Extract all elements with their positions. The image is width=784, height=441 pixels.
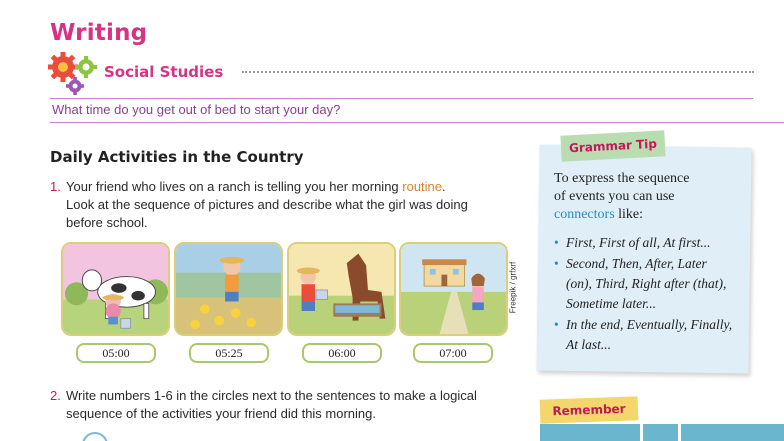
exercise-line: Your friend who lives on a ranch is telling you her morning routine. <box>66 179 446 194</box>
warmup-question: What time do you get out of bed to start your day? <box>52 102 341 117</box>
exercise-number: 1. <box>50 179 61 194</box>
girl-walking-to-school-illustration <box>399 242 508 336</box>
exercise-line: before school. <box>66 215 148 230</box>
gears-icon <box>48 52 104 96</box>
exercise-number: 2. <box>50 388 61 403</box>
section-subtitle: Social Studies <box>104 63 224 81</box>
list-item: • In the end, Eventually, Finally, At last... <box>554 315 746 355</box>
list-item: • First, First of all, At first... <box>554 233 746 253</box>
grammar-tip-label: Grammar Tip <box>560 130 665 161</box>
table-divider <box>678 424 681 441</box>
dotted-divider <box>242 71 754 73</box>
remember-label: Remember <box>540 396 639 423</box>
time-label: 06:00 <box>302 343 382 363</box>
remember-table <box>540 424 784 441</box>
time-label: 05:25 <box>189 343 269 363</box>
exercise-2 <box>50 387 530 427</box>
list-item: • Second, Then, After, Later (on), Third, Right after (that), Sometime later... <box>554 254 746 314</box>
section-title: Daily Activities in the Country <box>50 148 304 166</box>
highlight-word: routine <box>402 179 443 194</box>
question-bottom-rule <box>50 122 784 123</box>
answer-circle[interactable] <box>82 432 108 441</box>
grammar-tip-list <box>554 233 746 356</box>
page-title: Writing <box>50 20 148 46</box>
girl-milking-cow-illustration <box>61 242 170 336</box>
girl-feeding-chicks-illustration <box>174 242 283 336</box>
connectors-term: connectors <box>554 207 615 222</box>
exercise-line: sequence of the activities your friend did this morning. <box>66 406 377 421</box>
table-divider <box>640 424 643 441</box>
image-credit: Freepik / grfxrf <box>508 261 518 314</box>
exercise-line: Write numbers 1-6 in the circles next to the sentences to make a logical <box>66 388 477 403</box>
question-top-rule <box>50 98 753 99</box>
girl-watering-horse-illustration <box>287 242 396 336</box>
time-label: 07:00 <box>413 343 493 363</box>
time-label: 05:00 <box>76 343 156 363</box>
grammar-tip-intro: To express the sequence of events you can use connectors like: <box>554 171 690 222</box>
exercise-1 <box>50 178 520 234</box>
exercise-line: Look at the sequence of pictures and describe what the girl was doing <box>66 197 468 212</box>
